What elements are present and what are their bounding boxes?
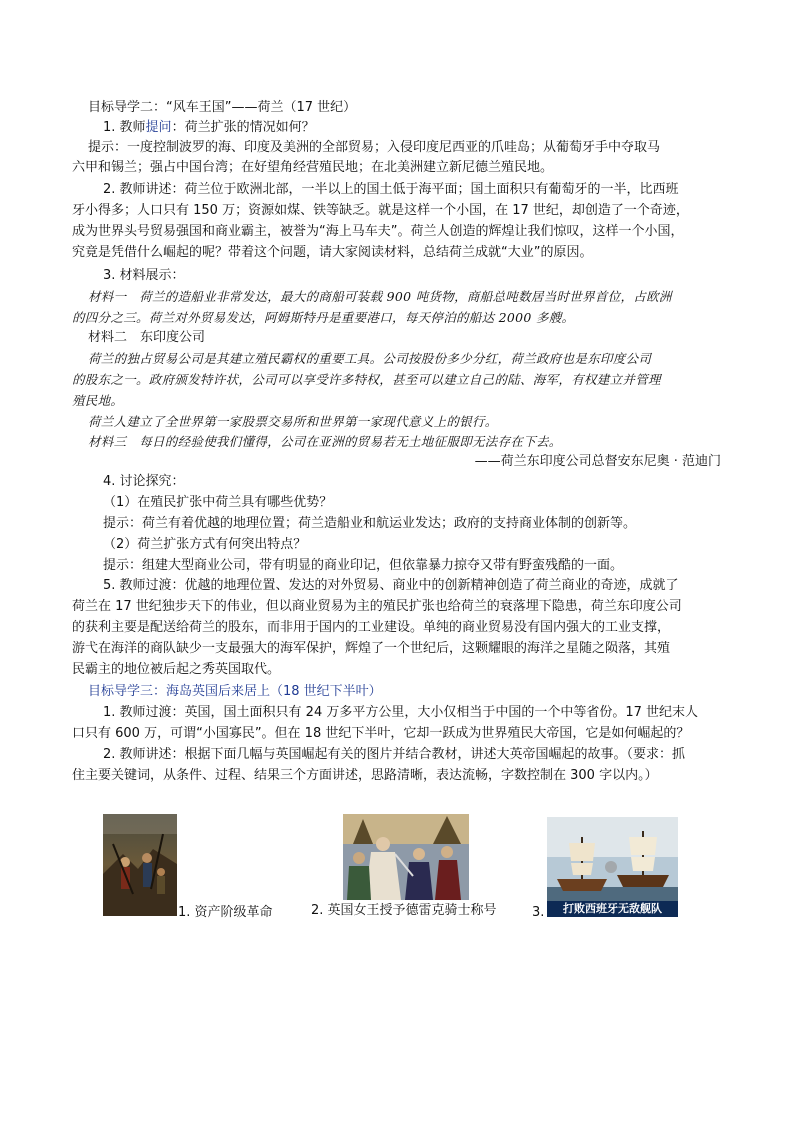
- tip-1-line-1: 提示：一度控制波罗的海、印度及美洲的全部贸易；入侵印度尼西亚的爪哇岛；从葡萄牙手中夺取马: [88, 140, 661, 155]
- para4: 4. 讨论探究：: [103, 474, 185, 489]
- para5-line-3: 的获利主要是配送给荷兰的股东，而非用于国内的工业建设。单纯的商业贸易没有国内强大的工业支撑，: [72, 620, 671, 635]
- para5-line-5: 民霸主的地位被后起之秀英国取代。: [72, 662, 281, 677]
- section2-title: [88, 98, 356, 118]
- q1-label: 1. 教师: [103, 120, 146, 135]
- s3-para1-line-1: 1. 教师过渡：英国，国土面积只有 24 万多平方公里，大小仅相当于中国的一个中等省份。17 世纪末人: [103, 705, 699, 720]
- section3-title-text: 目标导学三：海岛英国后来居上（18 世纪下半叶）: [88, 684, 382, 699]
- knighting-painting-svg: [343, 814, 469, 900]
- material3: 材料三 每日的经验使我们懂得，公司在亚洲的贸易若无土地征服即无法存在下去。: [88, 434, 562, 449]
- s3-para2-line-1: 2. 教师讲述：根据下面几幅与英国崛起有关的图片并结合教材，讲述大英帝国崛起的故事。（要求：抓: [103, 747, 686, 762]
- figure-3-overlay-title: 打败西班牙无敌舰队: [563, 902, 662, 915]
- figure-1-caption: 1. 资产阶级革命: [178, 905, 273, 920]
- section3-title: [88, 682, 382, 702]
- material3-source: ——荷兰东印度公司总督安东尼奥 · 范迪门: [474, 454, 721, 469]
- tip-1-line-2: 六甲和锡兰；强占中国台湾；在好望角经营殖民地；在北美洲建立新尼德兰殖民地。: [72, 160, 554, 175]
- material2-line-4: 荷兰人建立了全世界第一家股票交易所和世界第一家现代意义上的银行。: [88, 414, 498, 429]
- material2-line-1: 荷兰的独占贸易公司是其建立殖民霸权的重要工具。公司按股份多少分红，荷兰政府也是东印度公司: [88, 351, 652, 366]
- revolution-painting-icon: [103, 814, 177, 916]
- discussion-a2: 提示：组建大型商业公司，带有明显的商业印记，但依靠暴力掠夺又带有野蛮残酷的一面。: [103, 558, 624, 573]
- armada-painting-icon: [547, 817, 678, 917]
- question-1: [103, 118, 315, 138]
- revolution-painting-svg: [103, 814, 177, 916]
- discussion-q1: （1）在殖民扩张中荷兰具有哪些优势？: [103, 495, 333, 510]
- material1-line-1: 材料一 荷兰的造船业非常发达，最大的商船可装载 900 吨货物，商船总吨数居当时世界首位，占欧洲: [88, 289, 672, 304]
- para3: 3. 材料展示：: [103, 268, 185, 283]
- figure-2-caption: 2. 英国女王授予德雷克骑士称号: [311, 903, 497, 918]
- material2-title: 材料二 东印度公司: [88, 330, 206, 345]
- s3-para2-line-2: 住主要关键词，从条件、过程、结果三个方面讲述，思路清晰，表达流畅，字数控制在 300 字以内。）: [72, 768, 658, 783]
- para5-line-4: 游弋在海洋的商队缺少一支最强大的海军保护，辉煌了一个世纪后，这颗耀眼的海洋之星随之陨落，其殖: [72, 641, 671, 656]
- figure-3-caption: 3.: [532, 905, 545, 920]
- para5-line-1: 5. 教师过渡：优越的地理位置、发达的对外贸易、商业中的创新精神创造了荷兰商业的奇迹，成就了: [103, 578, 679, 593]
- para5-line-2: 荷兰在 17 世纪独步天下的伟业，但以商业贸易为主的殖民扩张也给荷兰的衰落埋下隐患，荷兰东印度公司: [72, 599, 682, 614]
- s3-para1-line-2: 口只有 600 万，可谓“小国寡民”。但在 18 世纪下半叶，它却一跃成为世界殖民大帝国，它是如何崛起的？: [72, 726, 690, 741]
- discussion-a1: 提示：荷兰有着优越的地理位置；荷兰造船业和航运业发达；政府的支持商业体制的创新等。: [103, 516, 637, 531]
- knighting-painting-icon: [343, 814, 469, 900]
- discussion-q2: （2）荷兰扩张方式有何突出特点？: [103, 537, 307, 552]
- material2-line-2: 的股东之一。政府颁发特许状，公司可以享受许多特权，甚至可以建立自己的陆、海军，有权建立并管理: [72, 372, 661, 387]
- material2-line-3: 殖民地。: [72, 393, 124, 408]
- q1-rest: ：荷兰扩张的情况如何？: [171, 120, 315, 135]
- para2-line-2: 牙小得多；人口只有 150 万；资源如煤、铁等缺乏。就是这样一个小国，在 17 世纪，却创造了一个奇迹，: [72, 203, 689, 218]
- section2-title-text: 目标导学二：“风车王国”——荷兰（17 世纪）: [88, 100, 357, 115]
- para2-line-3: 成为世界头号贸易强国和商业霸主，被誉为“海上马车夫”。荷兰人创造的辉煌让我们惊叹，这样一个小国，: [72, 224, 684, 239]
- material1-line-2: 的四分之三。荷兰对外贸易发达，阿姆斯特丹是重要港口，每天停泊的船达 2000 多艘。: [72, 310, 575, 325]
- q1-emphasis: 提问: [145, 120, 172, 135]
- para2-line-4: 究竟是凭借什么崛起的呢？带着这个问题，请大家阅读材料，总结荷兰成就“大业”的原因。: [72, 245, 593, 260]
- para2-line-1: 2. 教师讲述：荷兰位于欧洲北部，一半以上的国土低于海平面；国土面积只有葡萄牙的一半，比西班: [103, 182, 679, 197]
